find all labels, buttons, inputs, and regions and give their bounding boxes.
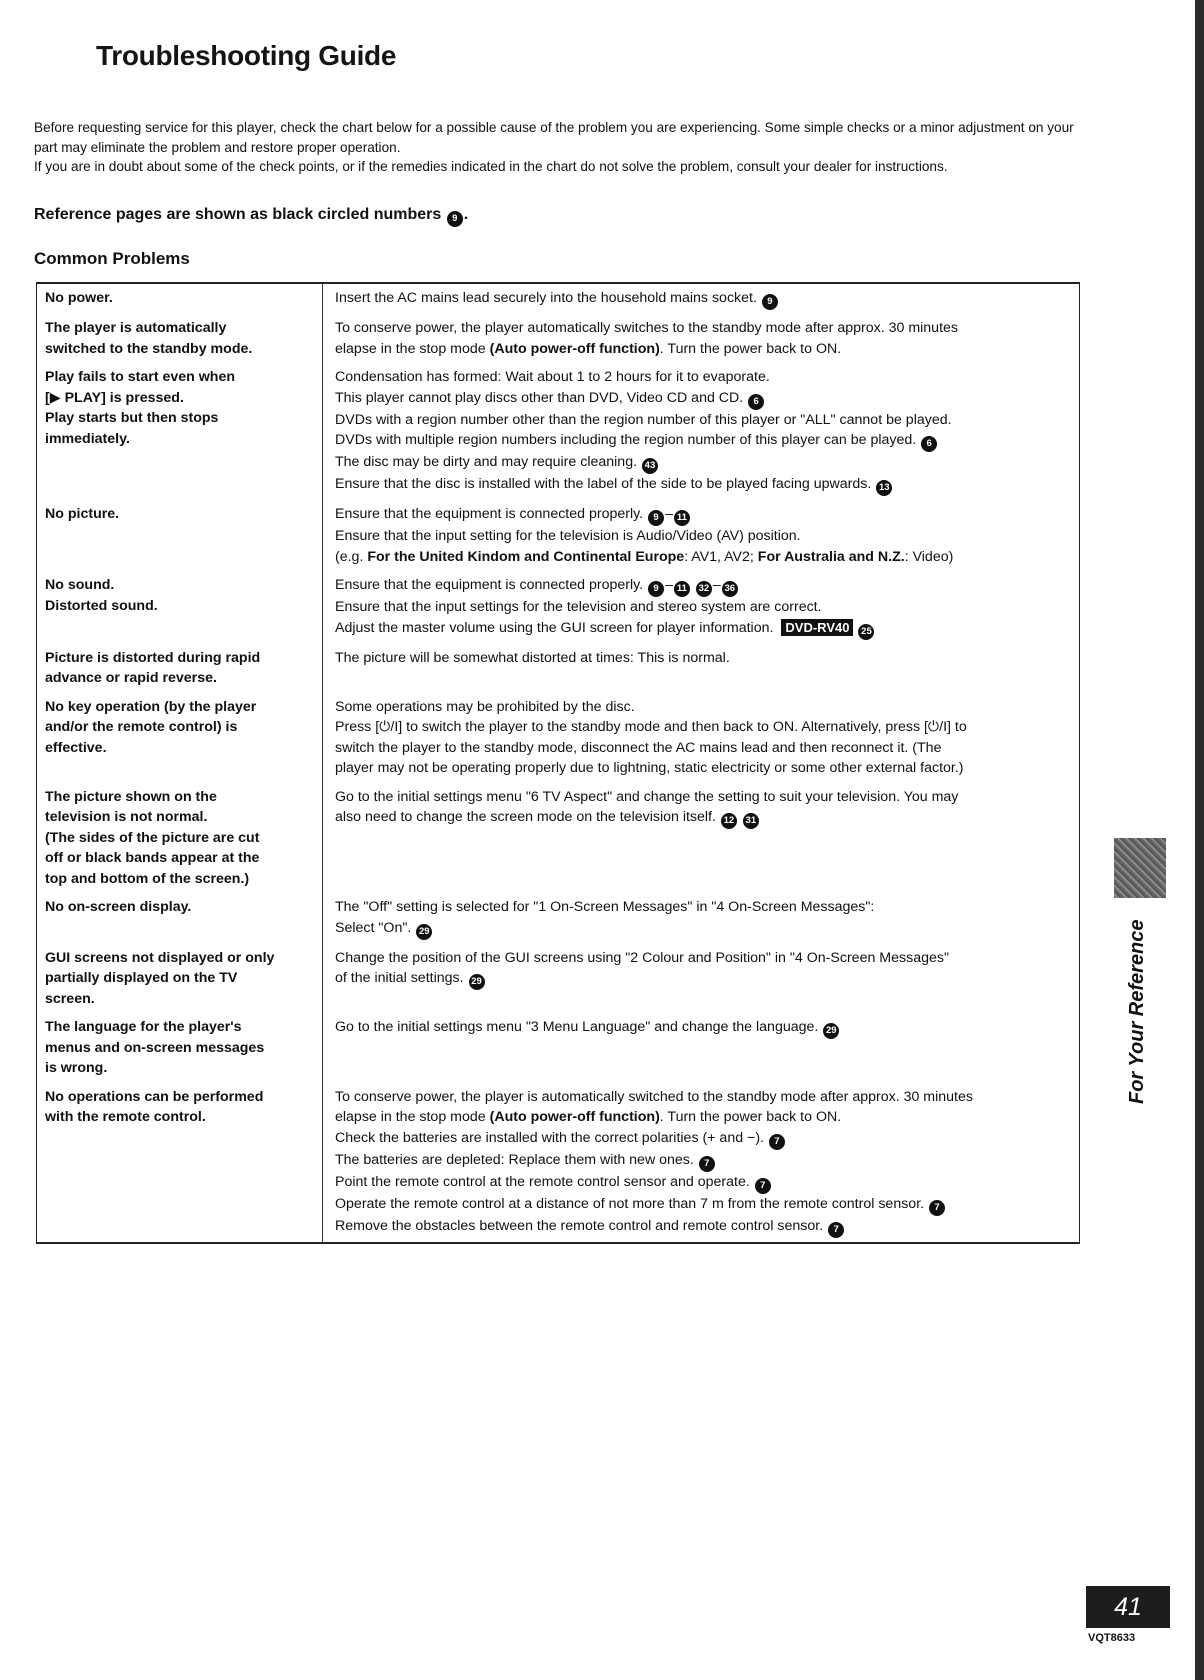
remedy-text: Operate the remote control at a distance of not more than 7 m from the remote control sensor.: [335, 1195, 929, 1212]
remedy-cell: [323, 893, 1079, 944]
table-row: [37, 1083, 1079, 1242]
remedy-line: [335, 948, 1073, 969]
remedy-text: Select "On".: [335, 919, 416, 936]
remedy-text: This player cannot play discs other than DVD, Video CD and CD.: [335, 389, 748, 406]
remedy-line: [335, 474, 1073, 496]
remedy-text: elapse in the stop mode: [335, 1109, 490, 1125]
reference-note-end: .: [463, 206, 469, 223]
problem-text: No picture.: [45, 506, 120, 522]
remedy-line: [335, 367, 1073, 388]
page-reference-icon: 12: [721, 813, 737, 829]
page-reference-icon: 7: [699, 1156, 715, 1172]
problem-text: Picture is distorted during rapid: [45, 649, 261, 666]
page-reference-icon: 9: [648, 510, 664, 526]
problem-text: No sound.: [45, 577, 115, 593]
problem-cell: [37, 571, 323, 644]
remedy-text: Change the position of the GUI screens using "2 Colour and Position" in "4 On-Screen Messages": [335, 949, 949, 966]
problem-text: The picture shown on the: [45, 788, 217, 805]
remedy-text: Go to the initial settings menu "6 TV Aspect" and change the setting to suit your television. You may: [335, 788, 959, 805]
problem-text: effective.: [45, 739, 107, 756]
remedy-text: Ensure that the equipment is connected properly.: [335, 506, 648, 522]
remedy-text: –: [665, 506, 673, 522]
model-badge: DVD-RV40: [781, 619, 853, 636]
intro-paragraph: If you are in doubt about some of the check points, or if the remedies indicated in the chart do not solve the problem, consult your dealer for instructions.: [34, 159, 948, 174]
page-reference-icon: 6: [921, 436, 937, 452]
remedy-line: [335, 430, 1073, 452]
problem-text: switched to the standby mode.: [45, 340, 253, 357]
remedy-line: [335, 758, 1073, 779]
remedy-emphasis: (Auto power-off function): [489, 340, 660, 357]
remedy-text: Check the batteries are installed with the correct polarities (+ and −).: [335, 1129, 768, 1146]
remedy-cell: [323, 1013, 1079, 1083]
problem-text: top and bottom of the screen.): [45, 870, 250, 887]
problem-cell: [37, 644, 323, 693]
remedy-line: [335, 787, 1073, 808]
page-reference-icon: 25: [858, 624, 874, 640]
remedy-line: [335, 968, 1073, 990]
remedy-line: [335, 738, 1073, 759]
problem-text: The player is automatically: [45, 320, 227, 336]
remedy-line: [335, 918, 1073, 940]
remedy-text: –: [712, 577, 721, 593]
side-section-label: For Your Reference: [1126, 919, 1148, 1104]
remedy-text: Press [⏻/I] to switch the player to the standby mode and then back to ON. Alternatively, press [⏻/I] to: [335, 719, 967, 735]
remedy-line: [335, 1107, 1073, 1128]
remedy-text: Ensure that the disc is installed with the label of the side to be played facing upwards.: [335, 476, 876, 492]
remedy-text: To conserve power, the player automatically switches to the standby mode after approx. 30 minutes: [335, 320, 959, 336]
remedy-text: switch the player to the standby mode, disconnect the AC mains lead and then reconnect it. (The: [335, 739, 942, 756]
page-reference-icon: 13: [876, 480, 892, 496]
page-reference-icon: 29: [416, 924, 432, 940]
remedy-emphasis: For the United Kindom and Continental Europe: [367, 548, 685, 565]
section-tab-marker: [1114, 838, 1166, 898]
page-number: 41: [1086, 1586, 1170, 1628]
remedy-text: Condensation has formed: Wait about 1 to 2 hours for it to evaporate.: [335, 369, 770, 385]
page-reference-icon: 32: [696, 581, 712, 597]
remedy-line: [335, 410, 1073, 431]
table-row: [37, 571, 1079, 644]
remedy-text: The "Off" setting is selected for "1 On-Screen Messages" in "4 On-Screen Messages":: [335, 899, 875, 915]
problem-text: partially displayed on the TV: [45, 970, 238, 986]
remedy-line: [335, 388, 1073, 410]
remedy-text: elapse in the stop mode: [335, 340, 490, 357]
problem-text: GUI screens not displayed or only: [45, 949, 275, 966]
remedy-line: [335, 1150, 1073, 1172]
problem-text: with the remote control.: [45, 1109, 206, 1125]
problem-cell: [37, 783, 323, 894]
problem-text: menus and on-screen messages: [45, 1039, 265, 1056]
section-title: Common Problems: [34, 249, 190, 268]
page-reference-icon: 7: [769, 1134, 785, 1150]
remedy-cell: [323, 1083, 1079, 1242]
remedy-text: : AV1, AV2;: [684, 548, 758, 565]
remedy-line: [335, 547, 1073, 568]
table-row: [37, 783, 1079, 894]
remedy-line: [335, 452, 1073, 474]
problem-text: screen.: [45, 990, 95, 1007]
page-reference-icon: 7: [828, 1222, 844, 1238]
problem-text: The language for the player's: [45, 1019, 242, 1035]
page-reference-icon: 9: [762, 294, 778, 310]
remedy-line: [335, 504, 1073, 526]
remedy-text: Ensure that the input settings for the television and stereo system are correct.: [335, 599, 822, 615]
remedy-cell: [323, 571, 1079, 644]
remedy-text: Some operations may be prohibited by the disc.: [335, 698, 635, 715]
problem-text: off or black bands appear at the: [45, 850, 260, 866]
page-reference-icon: 11: [674, 581, 690, 597]
remedy-line: [335, 648, 1073, 669]
problem-cell: [37, 893, 323, 944]
table-row: [37, 644, 1079, 693]
remedy-line: [335, 526, 1073, 547]
table-row: [37, 314, 1079, 363]
problem-text: No on-screen display.: [45, 899, 192, 915]
remedy-line: [335, 717, 1073, 738]
problem-cell: [37, 693, 323, 783]
remedy-text: Point the remote control at the remote control sensor and operate.: [335, 1173, 754, 1190]
remedy-cell: [323, 693, 1079, 783]
problem-text: advance or rapid reverse.: [45, 670, 217, 686]
remedy-text: . Turn the power back to ON.: [659, 1109, 842, 1125]
page-reference-icon: 6: [748, 394, 764, 410]
problem-text: and/or the remote control) is: [45, 719, 238, 735]
remedy-line: [335, 1172, 1073, 1194]
problem-text: Play starts but then stops: [45, 410, 219, 426]
problem-text: is wrong.: [45, 1060, 108, 1076]
remedy-text: of the initial settings.: [335, 970, 468, 986]
table-row: [37, 1013, 1079, 1083]
remedy-text: Insert the AC mains lead securely into the household mains socket.: [335, 290, 761, 306]
remedy-line: [335, 318, 1073, 339]
problem-text: television is not normal.: [45, 809, 208, 825]
remedy-text: –: [665, 577, 673, 593]
remedy-text: : Video): [904, 548, 954, 565]
remedy-text: The picture will be somewhat distorted at times: This is normal.: [335, 649, 730, 666]
remedy-cell: [323, 944, 1079, 1014]
problem-cell: [37, 944, 323, 1014]
table-row: [37, 893, 1079, 944]
problem-text: (The sides of the picture are cut: [45, 829, 260, 846]
remedy-cell: [323, 500, 1079, 571]
troubleshooting-table: [36, 282, 1080, 1244]
remedy-text: DVDs with a region number other than the region number of this player or "ALL" cannot be played.: [335, 411, 952, 428]
table-row: [37, 284, 1079, 314]
problem-cell: [37, 500, 323, 571]
problem-text: [▶ PLAY] is pressed.: [45, 389, 184, 406]
problem-cell: [37, 363, 323, 500]
remedy-text: [738, 809, 742, 825]
page-reference-icon: 29: [469, 974, 485, 990]
page-reference-icon: 36: [722, 581, 738, 597]
problem-cell: [37, 1013, 323, 1083]
remedy-text: Go to the initial settings menu "3 Menu Language" and change the language.: [335, 1019, 823, 1035]
remedy-cell: [323, 363, 1079, 500]
remedy-line: [335, 1194, 1073, 1216]
remedy-text: (e.g.: [335, 548, 368, 565]
remedy-line: [335, 575, 1073, 597]
table-row: [37, 693, 1079, 783]
remedy-line: [335, 697, 1073, 718]
page-reference-icon: 29: [823, 1023, 839, 1039]
problem-cell: [37, 1083, 323, 1242]
table-row: [37, 944, 1079, 1014]
remedy-cell: [323, 783, 1079, 894]
remedy-text: Ensure that the input setting for the television is Audio/Video (AV) position.: [335, 528, 801, 544]
page-reference-icon: 43: [642, 458, 658, 474]
reference-note: [34, 206, 468, 227]
remedy-text: DVDs with multiple region numbers including the region number of this player can be played.: [335, 432, 921, 448]
remedy-cell: [323, 284, 1079, 314]
page-reference-icon: 7: [929, 1200, 945, 1216]
problem-text: No operations can be performed: [45, 1088, 264, 1105]
problem-text: No power.: [45, 290, 113, 306]
remedy-text: also need to change the screen mode on the television itself.: [335, 809, 720, 825]
table-row: [37, 500, 1079, 571]
page-title: Troubleshooting Guide: [96, 40, 397, 71]
remedy-cell: [323, 644, 1079, 693]
intro-paragraph: Before requesting service for this player, check the chart below for a possible cause of the problem you are experiencing. Some simple checks or a minor adjustment on your part may eliminate the problem and restore proper operation.: [34, 120, 1074, 155]
remedy-line: [335, 1017, 1073, 1039]
circled-number-icon: 9: [447, 211, 463, 227]
intro-text: [34, 118, 1082, 177]
remedy-line: [335, 618, 1073, 640]
page-reference-icon: 31: [743, 813, 759, 829]
problem-text: Distorted sound.: [45, 597, 158, 614]
remedy-text: Remove the obstacles between the remote control and remote control sensor.: [335, 1217, 828, 1234]
page-reference-icon: 9: [648, 581, 664, 597]
remedy-line: [335, 1216, 1073, 1238]
remedy-line: [335, 1087, 1073, 1108]
remedy-text: player may not be operating properly due to lightning, static electricity or some other external factor.): [335, 760, 964, 776]
remedy-cell: [323, 314, 1079, 363]
remedy-text: [691, 577, 695, 593]
remedy-text: The batteries are depleted: Replace them with new ones.: [335, 1151, 698, 1168]
remedy-text: To conserve power, the player is automatically switched to the standby mode after approx. 30 minutes: [335, 1088, 973, 1105]
page-reference-icon: 11: [674, 510, 690, 526]
remedy-line: [335, 339, 1073, 360]
remedy-line: [335, 1128, 1073, 1150]
problem-text: immediately.: [45, 430, 130, 447]
remedy-text: Ensure that the equipment is connected properly.: [335, 577, 648, 593]
page-reference-icon: 7: [755, 1178, 771, 1194]
remedy-text: Adjust the master volume using the GUI screen for player information.: [335, 619, 778, 636]
remedy-emphasis: For Australia and N.Z.: [757, 548, 905, 565]
remedy-line: [335, 597, 1073, 618]
scan-edge: [1195, 0, 1204, 1680]
remedy-text: . Turn the power back to ON.: [659, 340, 842, 357]
reference-note-text: Reference pages are shown as black circled numbers: [34, 206, 442, 223]
remedy-emphasis: (Auto power-off function): [489, 1109, 660, 1125]
problem-cell: [37, 314, 323, 363]
remedy-line: [335, 897, 1073, 918]
problem-text: No key operation (by the player: [45, 698, 257, 715]
remedy-text: The disc may be dirty and may require cleaning.: [335, 454, 641, 470]
remedy-line: [335, 807, 1073, 829]
problem-text: Play fails to start even when: [45, 369, 236, 385]
remedy-line: [335, 288, 1073, 310]
document-code: VQT8633: [1088, 1632, 1136, 1644]
table-row: [37, 363, 1079, 500]
problem-cell: [37, 284, 323, 314]
